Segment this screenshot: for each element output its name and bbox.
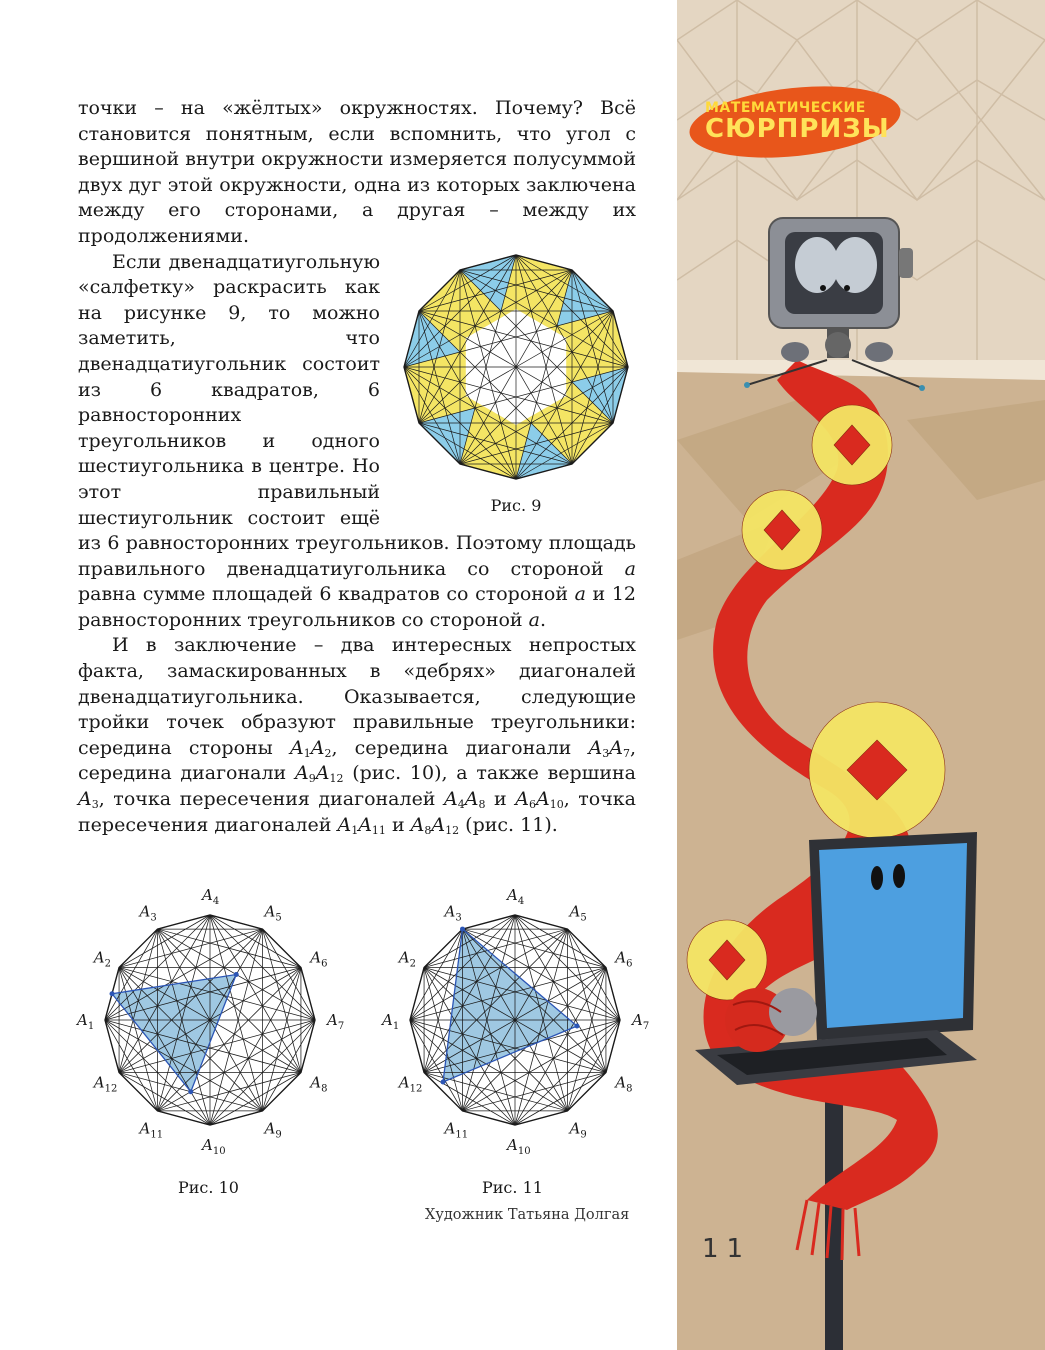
paragraph-2-text-b: равна сумме площадей 6 квадратов со стороной [78,583,575,606]
vertex-label: $A_{11}$ [444,1119,469,1141]
main-text-column [78,96,636,838]
segment-a1a11 [337,814,385,836]
dodecagon-figure-10 [70,872,350,1162]
paragraph-3-text-e: , точка пересечения диагоналей [98,788,445,811]
math-variable: A [515,788,529,811]
math-subscript: 3 [602,746,610,760]
page-number: 11 [702,1234,752,1264]
segment-a3a7 [588,737,629,759]
variable-a: a [624,557,636,580]
math-subscript: 2 [324,746,332,760]
vertex-label: $A_5$ [264,902,282,924]
vertex-label: $A_6$ [615,948,633,970]
triangle-vertex-dot [110,991,115,996]
diagonal-line [515,1073,606,1126]
vertex-label: $A_{10}$ [202,1136,226,1157]
math-subscript: 1 [303,746,311,760]
triangle-vertex-dot [575,1024,580,1029]
paragraph-3-text-b: , середина диагонали [331,736,589,759]
vertex-label: $A_9$ [569,1119,587,1141]
paragraph-3-text-g: , точка пересечения диагоналей [78,788,636,836]
math-variable: A [464,788,479,811]
math-variable: A [294,762,309,785]
paragraph-3-text-f: и [485,788,516,811]
vertex-label: $A_{11}$ [139,1119,164,1141]
paragraph-2-text-a: Если двенадцатиугольную «салфетку» раскрасить как на рисунке 9, то можно заметить, что двенадцатиугольник состоит из 6 квадратов, 6 равносторонних треугольников и одного шестиугольника в центре. Но этот правильный шестиугольник состоит ещё из 6 равносторонних треугольников. Поэтому площадь правильного двенадцатиугольника со стороной [78,250,636,580]
vertex-label: $A_3$ [444,902,462,924]
paragraph-3-text-h: и [385,813,411,836]
segment-a6a10 [515,788,563,810]
paragraph-3-text-i: (рис. 11). [459,813,558,836]
vertex-label: $A_1$ [382,1011,400,1032]
paragraph-3-text-d: (рис. 10), а также вершина [343,762,636,785]
math-subscript: 1 [351,823,359,837]
decorative-illustration [677,0,1045,1350]
figure-9 [396,252,636,516]
paragraph-2-text-d: . [539,608,547,631]
illustrator-credit: Художник Татьяна Долгая [425,1207,630,1223]
vertex-label: $A_2$ [398,948,416,970]
bottom-figures [70,872,670,1157]
math-subscript: 8 [478,798,486,812]
section-logo [685,80,925,160]
variable-a: a [528,608,540,631]
logo-line-2: СЮРПРИЗЫ [705,114,890,144]
math-variable: A [337,813,352,836]
vertex-label: $A_5$ [569,902,587,924]
figure-9-caption: Рис. 9 [490,495,542,515]
triangle-vertex-dot [188,1089,193,1094]
vertex-a3 [78,788,99,810]
math-subscript: 3 [91,798,99,812]
vertex-label: $A_{12}$ [398,1073,423,1095]
side-illustration [677,0,1045,1350]
math-variable: A [78,788,92,811]
vertex-label: $A_7$ [632,1011,650,1032]
triangle-vertex-dot [234,972,239,977]
paragraph-1: точки – на «жёлтых» окружностях. Почему? Всё становится понятным, если вспомнить, что угол с вершиной внутри окружности измеряется полусуммой двух дуг этой окружности, одна из которых заключена между его сторонами, а другая – между их продолжениями. [78,97,636,247]
math-variable: A [289,736,304,759]
math-variable: A [588,736,603,759]
paragraph-3-text-a: И в заключение – два интересных непростых факта, замаскированных в «дебрях» диагоналей двенадцатиугольника. Оказывается, следующие тройки точек образуют правильные треугольники: середина стороны [78,634,636,759]
vertex-label: $A_7$ [327,1011,345,1032]
paragraph-3-text-c: , середина диагонали [78,736,636,785]
segment-a1a2 [290,737,331,759]
diagonal-line [263,1020,316,1111]
math-variable: A [315,762,330,785]
math-variable: A [358,813,372,836]
math-subscript: 9 [308,772,316,786]
math-variable: A [410,813,425,836]
vertex-label: $A_2$ [93,948,111,970]
figure-11 [375,872,655,1166]
vertex-label: $A_8$ [310,1073,328,1095]
diagonal-line [568,1020,621,1111]
triangle-vertex-dot [441,1080,446,1085]
figure-11-caption: Рис. 11 [482,1178,543,1197]
math-subscript: 10 [549,798,564,812]
triangle-vertex-dot [460,927,465,932]
vertex-label: $A_1$ [77,1011,95,1032]
paragraph-3 [78,633,636,838]
vertex-label: $A_9$ [264,1119,282,1141]
math-variable: A [535,788,550,811]
math-subscript: 11 [371,823,386,837]
diagonal-line [210,1073,301,1126]
vertex-label: $A_8$ [615,1073,633,1095]
logo-line-1: МАТЕМАТИЧЕСКИЕ [705,100,866,116]
variable-a: a [574,583,586,606]
vertex-label: $A_4$ [507,886,525,907]
dodecagon-figure-9 [396,252,636,492]
vertex-label: $A_3$ [139,902,157,924]
math-subscript: 12 [445,823,460,837]
figure-10 [70,872,350,1166]
diagonal-line [463,1073,606,1111]
diagonal-line [424,1073,567,1111]
math-variable: A [431,813,446,836]
vertex-label: $A_6$ [310,948,328,970]
diagonal-line [119,1073,210,1126]
diagonal-line [424,1073,515,1126]
vertex-label: $A_{12}$ [93,1073,118,1095]
vertex-label: $A_{10}$ [507,1136,531,1157]
dodecagon-figure-11 [375,872,655,1162]
diagonal-line [158,1073,301,1111]
figure-10-caption: Рис. 10 [178,1178,239,1197]
segment-a9a12 [295,762,343,784]
math-variable: A [609,736,623,759]
math-subscript: 12 [329,772,344,786]
math-variable: A [444,788,458,811]
segment-a4a8 [444,788,485,810]
segment-a8a12 [411,814,459,836]
math-subscript: 6 [528,798,536,812]
vertex-label: $A_4$ [202,886,220,907]
math-subscript: 4 [457,798,465,812]
paragraph-2-text-c: и 12 равносторонних треугольников со стороной [78,583,636,631]
math-variable: A [310,736,325,759]
math-subscript: 8 [424,823,432,837]
math-subscript: 7 [622,746,630,760]
